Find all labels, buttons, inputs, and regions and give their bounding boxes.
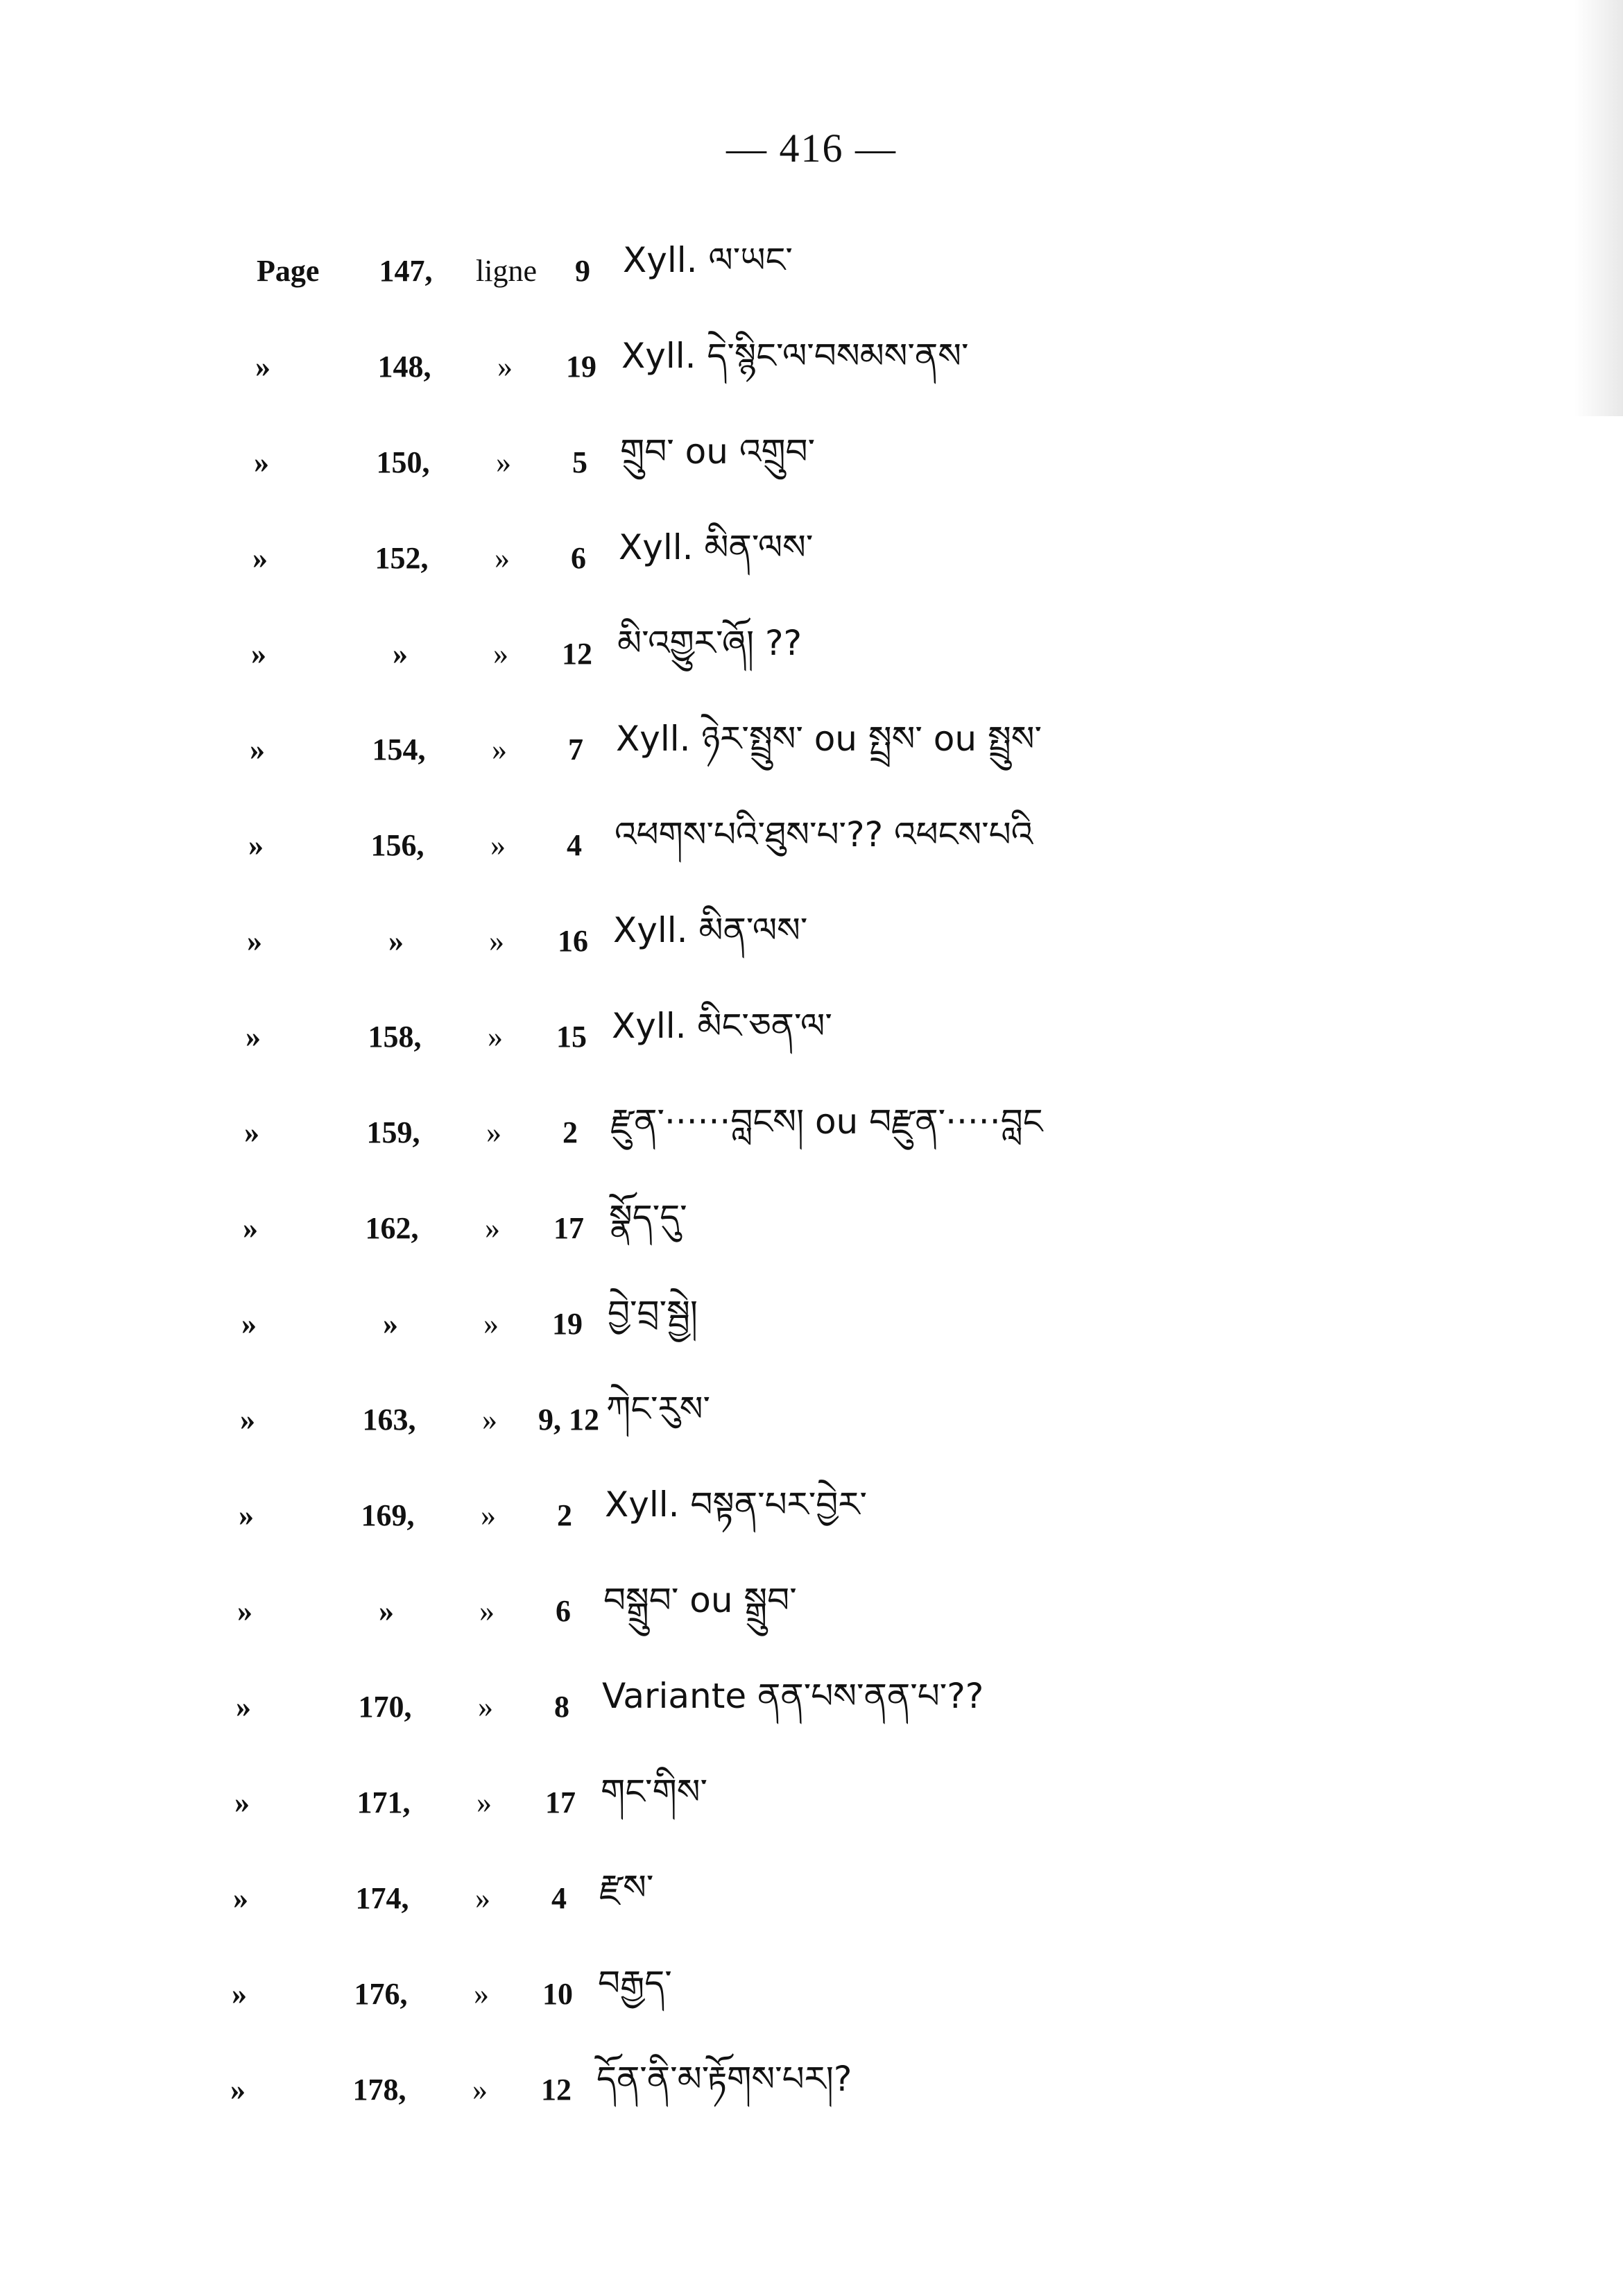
page-ref: 174, [355, 1881, 409, 1915]
page-ref: 152, [375, 540, 429, 575]
errata-entry [240, 1378, 1558, 1461]
line-label: » [496, 445, 511, 479]
errata-entry [230, 2048, 1548, 2131]
line-ref: 12 [541, 2072, 572, 2107]
line-label: » [482, 1402, 497, 1437]
line-label: » [479, 1593, 495, 1628]
line-label: » [481, 1498, 496, 1532]
page-label: » [239, 1498, 254, 1532]
page-label: » [251, 636, 266, 671]
line-label: » [493, 636, 508, 671]
line-ref: 9, 12 [538, 1402, 599, 1437]
page-label: » [243, 1210, 258, 1245]
line-label: » [495, 540, 510, 575]
errata-entry [246, 995, 1563, 1078]
correction-text: Variante ནན་པས་ནན་པ་?? [602, 1676, 984, 1716]
line-ref: 12 [562, 636, 592, 671]
correction-text: རྫས་ [599, 1867, 654, 1908]
errata-entry [244, 1090, 1562, 1174]
line-label: » [474, 1976, 489, 2011]
page-ref: 163, [362, 1402, 416, 1437]
line-ref: 5 [572, 445, 587, 479]
page-ref: 170, [358, 1689, 412, 1724]
correction-text: སྣོད་དུ་ [609, 1197, 687, 1237]
page-ref: 154, [372, 732, 426, 766]
correction-text: དོན་ནི་མ་རྟོགས་པར།? [596, 2059, 852, 2099]
page-ref: 159, [366, 1115, 420, 1149]
correction-text: འཕགས་པའི་ཐུས་པ་?? འཕངས་པའི [615, 814, 1033, 855]
errata-entry [243, 1186, 1561, 1269]
page-ref: 171, [357, 1785, 411, 1819]
errata-entry [234, 1760, 1552, 1844]
page-label: » [241, 1306, 257, 1341]
errata-entry [237, 1569, 1555, 1652]
page-label: » [247, 923, 262, 958]
page-ref: 178, [352, 2072, 406, 2107]
page-label: » [237, 1593, 252, 1628]
line-ref: 6 [571, 540, 586, 575]
page-ref: » [388, 923, 404, 958]
correction-text: རྫུན་······བླངས། ou བརྫུན་·····བླང [610, 1102, 1043, 1142]
line-ref: 17 [545, 1785, 576, 1819]
errata-entry [254, 420, 1572, 504]
line-ref: 17 [553, 1210, 584, 1245]
page-label: » [248, 828, 264, 862]
line-label: » [489, 923, 504, 958]
correction-text: Xyll. མིན་ལས་ [613, 910, 808, 950]
line-ref: 19 [552, 1306, 583, 1341]
line-ref: 7 [568, 732, 583, 766]
page-ref: » [379, 1593, 394, 1628]
line-label: » [476, 1785, 492, 1819]
line-ref: 2 [563, 1115, 578, 1149]
correction-text: Xyll. བསྟན་པར་བྱེར་ [605, 1484, 867, 1525]
correction-text: ཀེང་རུས་ [606, 1389, 710, 1429]
page-label: » [233, 1881, 248, 1915]
page-label: » [255, 349, 270, 384]
line-label: » [497, 349, 513, 384]
correction-text: Xyll. ལ་ཡང་ [623, 240, 793, 280]
line-label: » [492, 732, 507, 766]
page-number: — 416 — [726, 126, 897, 171]
line-label: » [490, 828, 506, 862]
errata-entry [241, 1282, 1559, 1365]
errata-entry [248, 803, 1566, 886]
errata-entry [236, 1665, 1554, 1748]
correction-text: Xyll. དེ་སྙིང་ལ་བསམས་ནས་ [621, 336, 969, 376]
line-label: ligne [476, 253, 537, 288]
page-ref: 176, [354, 1976, 408, 2011]
page-ref: 156, [370, 828, 424, 862]
page-ref: » [383, 1306, 398, 1341]
line-ref: 2 [557, 1498, 572, 1532]
page-ref: 150, [376, 445, 430, 479]
correction-text: མི་འགྱུར་ཞོ། ?? [617, 623, 802, 663]
page-label: » [240, 1402, 255, 1437]
page-label: » [254, 445, 269, 479]
errata-entry [257, 229, 1574, 312]
line-ref: 16 [558, 923, 588, 958]
line-ref: 19 [566, 349, 596, 384]
page-label: » [230, 2072, 246, 2107]
page-ref: 148, [377, 349, 431, 384]
line-label: » [475, 1881, 490, 1915]
line-label: » [472, 2072, 488, 2107]
errata-entry [247, 899, 1565, 982]
page-ref: 169, [361, 1498, 415, 1532]
page-ref: 158, [368, 1019, 422, 1054]
errata-entry [251, 612, 1569, 695]
line-ref: 8 [554, 1689, 569, 1724]
line-label: » [488, 1019, 503, 1054]
page-label: Page [257, 253, 320, 288]
errata-entry [239, 1473, 1556, 1557]
correction-text: གང་གིས་ [601, 1772, 707, 1812]
errata-entry [232, 1952, 1549, 2035]
line-ref: 6 [556, 1593, 571, 1628]
correction-text: བསྒྲུབ་ ou སྒྲུབ་ [603, 1580, 797, 1620]
correction-text: བརྒྱད་ [598, 1963, 672, 2003]
errata-entry [250, 708, 1568, 791]
errata-entry [233, 1856, 1551, 1939]
correction-text: གྲུབ་ ou འགྲུབ་ [620, 431, 816, 472]
page-label: » [232, 1976, 247, 2011]
scan-edge-shadow [1574, 0, 1623, 416]
correction-text: Xyll. མིན་ལས་ [619, 527, 814, 567]
page-label: » [246, 1019, 261, 1054]
page-ref: 147, [379, 253, 433, 288]
errata-entry [252, 516, 1570, 599]
correction-text: བྱེ་བྲ་སྦྱེ། [608, 1293, 698, 1333]
line-label: » [486, 1115, 501, 1149]
line-ref: 4 [567, 828, 582, 862]
errata-entry [255, 325, 1573, 408]
page-label: » [234, 1785, 250, 1819]
line-ref: 10 [542, 1976, 573, 2011]
line-ref: 4 [551, 1881, 567, 1915]
line-label: » [483, 1306, 499, 1341]
line-label: » [478, 1689, 493, 1724]
page-label: » [236, 1689, 251, 1724]
line-label: » [485, 1210, 500, 1245]
page-ref: » [393, 636, 408, 671]
line-ref: 9 [575, 253, 590, 288]
page-label: » [250, 732, 265, 766]
page-label: » [244, 1115, 259, 1149]
correction-text: Xyll. ཉེར་སྤྲུས་ ou སྤྲས་ ou སྤྲུས་ [616, 719, 1042, 759]
correction-text: Xyll. མིང་ཅན་ལ་ [612, 1006, 832, 1046]
line-ref: 15 [556, 1019, 587, 1054]
page-ref: 162, [365, 1210, 419, 1245]
page-label: » [252, 540, 268, 575]
